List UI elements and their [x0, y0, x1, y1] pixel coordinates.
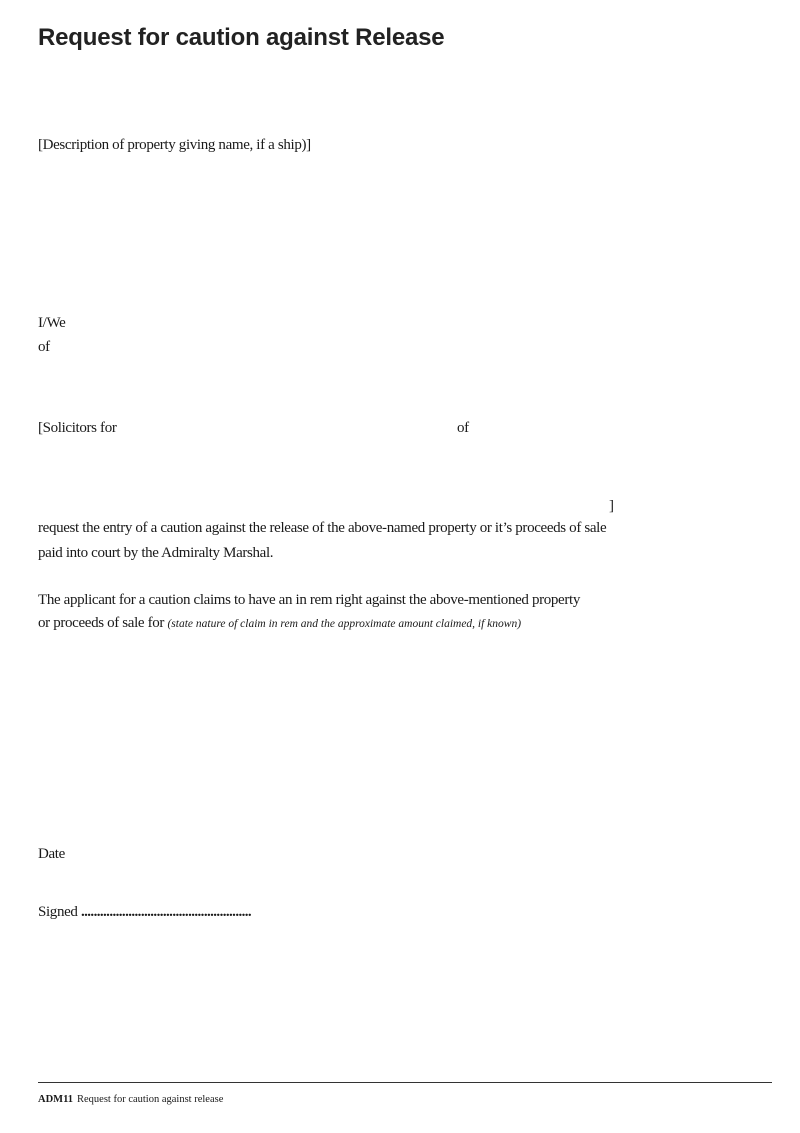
signature-dots: ...................................................... — [80, 904, 252, 920]
i-we-label: I/We — [38, 315, 66, 331]
request-line-1: request the entry of a caution against the release of the above-named property or it’s proceeds of sale — [38, 520, 607, 536]
of-label: of — [38, 339, 50, 355]
form-code: ADM11 — [38, 1094, 73, 1105]
footer-divider — [38, 1082, 772, 1083]
claim-line-2-prefix: or proceeds of sale for — [38, 615, 168, 631]
date-label: Date — [38, 846, 65, 862]
claim-line-1: The applicant for a caution claims to have an in rem right against the above-mentioned property — [38, 592, 580, 608]
claim-nature-note: (state nature of claim in rem and the approximate amount claimed, if known) — [167, 618, 522, 630]
solicitors-of-label: of — [457, 420, 469, 436]
property-description-prompt: [Description of property giving name, if a ship)] — [38, 137, 311, 153]
request-line-2: paid into court by the Admiralty Marshal. — [38, 545, 274, 561]
solicitors-for-label: [Solicitors for — [38, 420, 117, 436]
document-title: Request for caution against Release — [38, 24, 445, 51]
form-footer-title: Request for caution against release — [77, 1094, 224, 1105]
closing-bracket: ] — [609, 498, 614, 514]
signature-line — [38, 902, 251, 922]
claim-line-2 — [38, 613, 521, 634]
signed-label: Signed — [38, 904, 78, 920]
footer — [38, 1094, 223, 1105]
